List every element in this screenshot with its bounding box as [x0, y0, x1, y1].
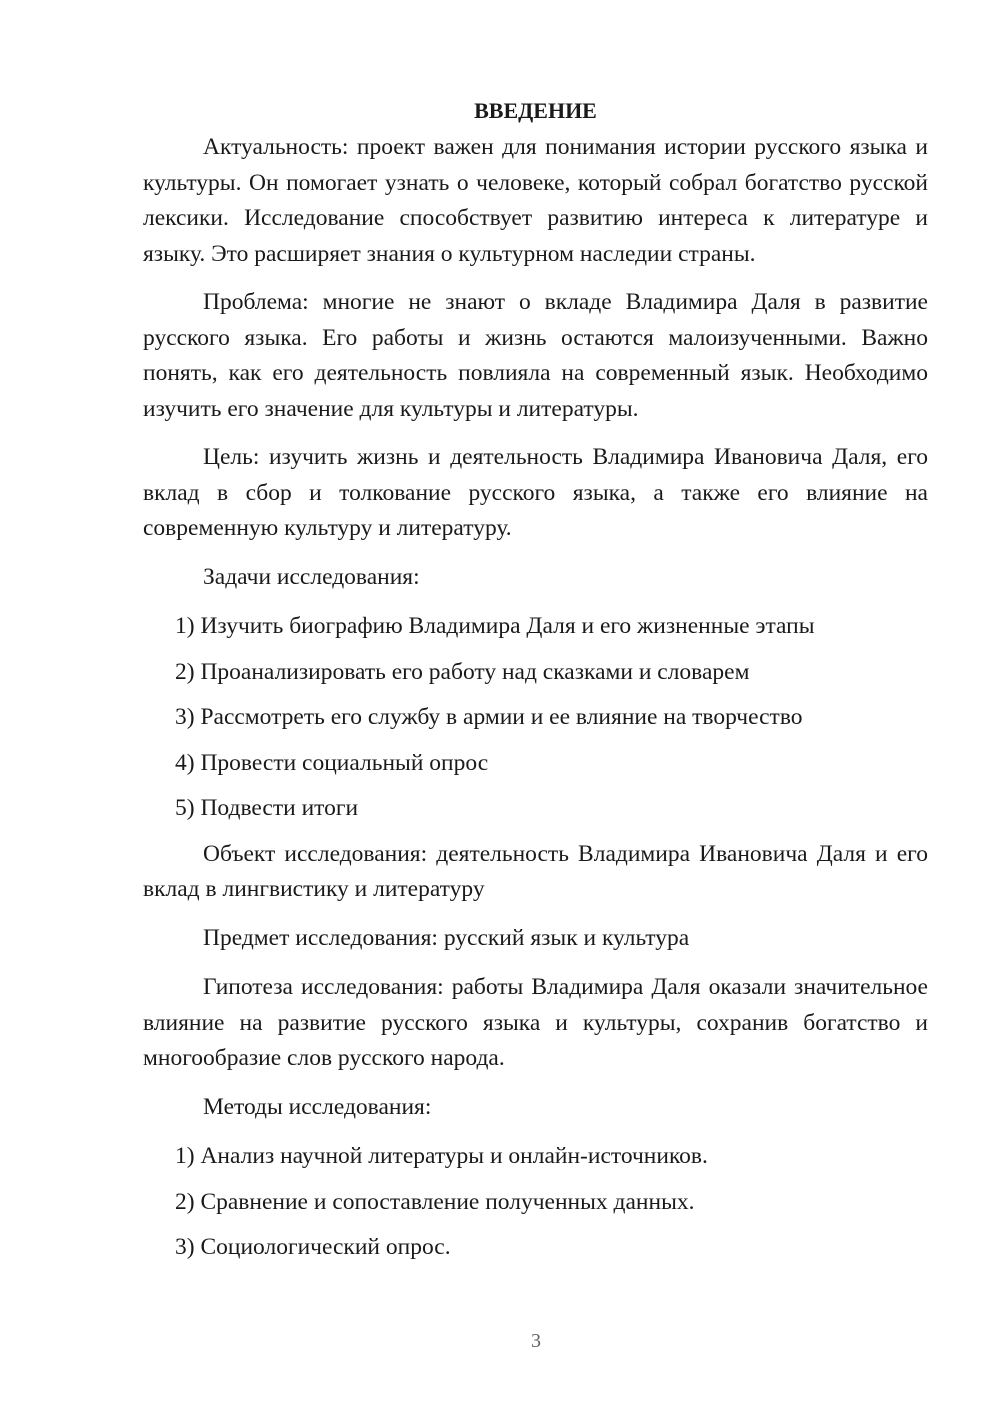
hypothesis-paragraph: Гипотеза исследования: работы Владимира Даля оказали значительное влияние на развитие русского языка и культуры, сохранив богатство и многообразие слов русского народа. — [143, 974, 928, 1071]
task-item: 1) Изучить биографию Владимира Даля и его жизненные этапы — [175, 613, 815, 639]
page-title: ВВЕДЕНИЕ — [474, 98, 597, 123]
task-item: 5) Подвести итоги — [175, 795, 359, 821]
task-item: 2) Проанализировать его работу над сказками и словарем — [175, 658, 750, 685]
object-paragraph: Объект исследования: деятельность Владимира Ивановича Даля и его вклад в лингвистику и литературу — [143, 840, 928, 902]
relevance-paragraph: Актуальность: проект важен для понимания истории русского языка и культуры. Он помогает узнать о человеке, который собрал богатство русской лексики. Исследование способствует развитию интереса к литературе и языку. Это расширяет знания о культурном наследии страны. — [143, 134, 928, 267]
method-item: 2) Сравнение и сопоставление полученных данных. — [175, 1188, 695, 1215]
goal-paragraph: Цель: изучить жизнь и деятельность Владимира Ивановича Даля, его вклад в сбор и толкование русского языка, а также его влияние на современную культуру и литературу. — [143, 444, 928, 541]
task-item: 3) Рассмотреть его службу в армии и ее влияние на творчество — [175, 704, 803, 730]
method-item: 1) Анализ научной литературы и онлайн-источников. — [175, 1143, 708, 1169]
tasks-heading: Задачи исследования: — [203, 563, 420, 590]
problem-paragraph: Проблема: многие не знают о вкладе Владимира Даля в развитие русского языка. Его работы и жизнь остаются малоизученными. Важно понять, как его деятельность повлияла на современный язык. Необходимо изучить его значение для культуры и литературы. — [143, 289, 928, 422]
subject-paragraph: Предмет исследования: русский язык и культура — [203, 924, 690, 951]
methods-heading: Методы исследования: — [203, 1093, 432, 1120]
page-number: 3 — [531, 1330, 541, 1352]
task-item: 4) Провести социальный опрос — [175, 749, 489, 776]
method-item: 3) Социологический опрос. — [175, 1234, 451, 1260]
page-content — [143, 92, 928, 1276]
